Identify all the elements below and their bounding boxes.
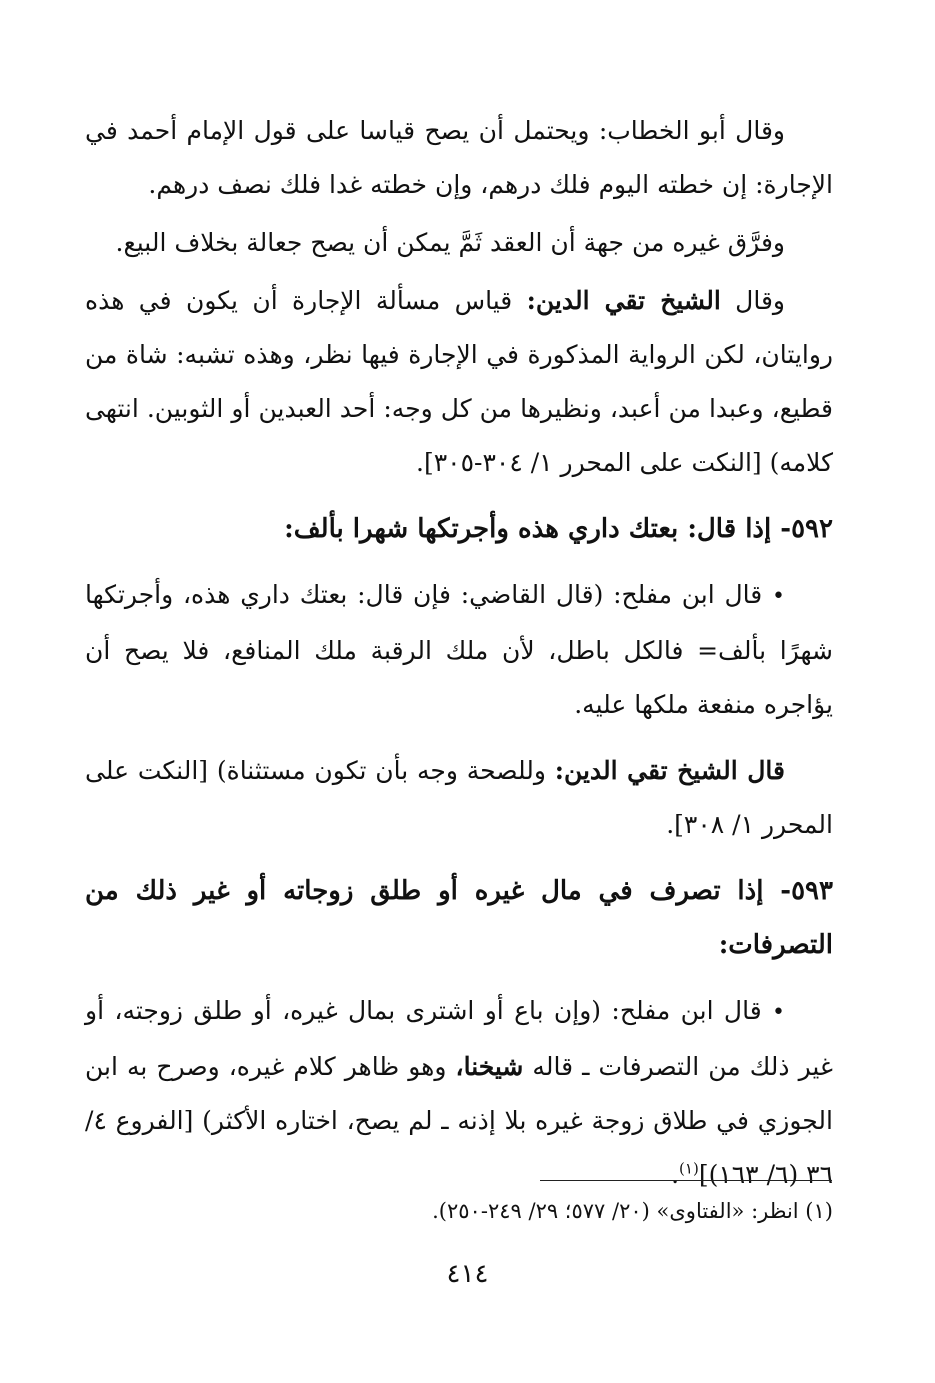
quote-ibn-muflih-592 <box>85 568 833 732</box>
paragraph-taqi-al-din <box>85 274 833 490</box>
bullet-icon: • <box>772 1000 785 1025</box>
section-heading-593: ٥٩٣- إذا تصرف في مال غيره أو طلق زوجاته أو غير ذلك من التصرفات: <box>85 876 833 960</box>
intro-text: وقال <box>720 286 785 315</box>
speaker-name: الشيخ تقي الدين: <box>526 286 721 315</box>
quote-text: قال ابن مفلح: (قال القاضي: فإن قال: بعتك داري هذه، وأجرتكها شهرًا بألف= فالكل باطل، لأن ملك الرقبة ملك المنافع، فلا يصح أن يؤاجره منفعة ملكها عليه. <box>85 580 833 719</box>
quote-text-continued: وهو ظاهر كلام غيره، وصرح به ابن الجوزي في طلاق زوجة غيره بلا إذنه ـ لم يصح، اختاره الأكثر) [الفروع ٤/ ٣٦ (٦/ ١٦٣)] <box>85 1052 833 1189</box>
footnote-text: (١) انظر: «الفتاوى» (٢٠/ ٥٧٧؛ ٢٩/ ٢٤٩-٢٥٠). <box>432 1199 833 1223</box>
sentence-end: . <box>671 1160 680 1189</box>
comment-taqi-al-din-592 <box>85 744 833 852</box>
emphasis-shaykhuna: شيخنا، <box>455 1052 524 1081</box>
bullet-icon: • <box>772 584 785 609</box>
speaker-name: قال الشيخ تقي الدين: <box>554 756 786 785</box>
paragraph-distinction: وفرَّق غيره من جهة أن العقد ثَمَّ يمكن أن يصح جعالة بخلاف البيع. <box>115 228 785 257</box>
quote-ibn-muflih-593 <box>85 984 833 1202</box>
section-heading-592: ٥٩٢- إذا قال: بعتك داري هذه وأجرتكها شهرا بألف: <box>284 514 833 544</box>
comment-text: وللصحة وجه بأن تكون مستثناة) [النكت على المحرر ١/ ٣٠٨]. <box>85 756 833 839</box>
main-text <box>85 104 833 1202</box>
paragraph-body: قياس مسألة الإجارة أن يكون في هذه روايتان، لكن الرواية المذكورة في الإجارة فيها نظر، وهذه تشبه: شاة من قطيع، وعبدا من أعبد، ونظيرها من كل وجه: أحد العبدين أو الثوبين. انتهى كلامه) [النكت على المحرر ١/ ٣٠٤-٣٠٥]. <box>85 286 833 477</box>
paragraph-abu-al-khattab: وقال أبو الخطاب: ويحتمل أن يصح قياسا على قول الإمام أحمد في الإجارة: إن خطته اليوم فلك درهم، وإن خطته غدا فلك نصف درهم. <box>85 116 833 199</box>
footnote-reference[interactable]: (١) <box>679 1159 699 1178</box>
footnote-divider <box>540 1180 832 1181</box>
quote-text: قال ابن مفلح: (وإن باع أو اشترى بمال غيره، أو طلق زوجته، أو غير ذلك من التصرفات ـ قاله <box>85 996 833 1081</box>
page-number: ٤١٤ <box>446 1259 489 1289</box>
